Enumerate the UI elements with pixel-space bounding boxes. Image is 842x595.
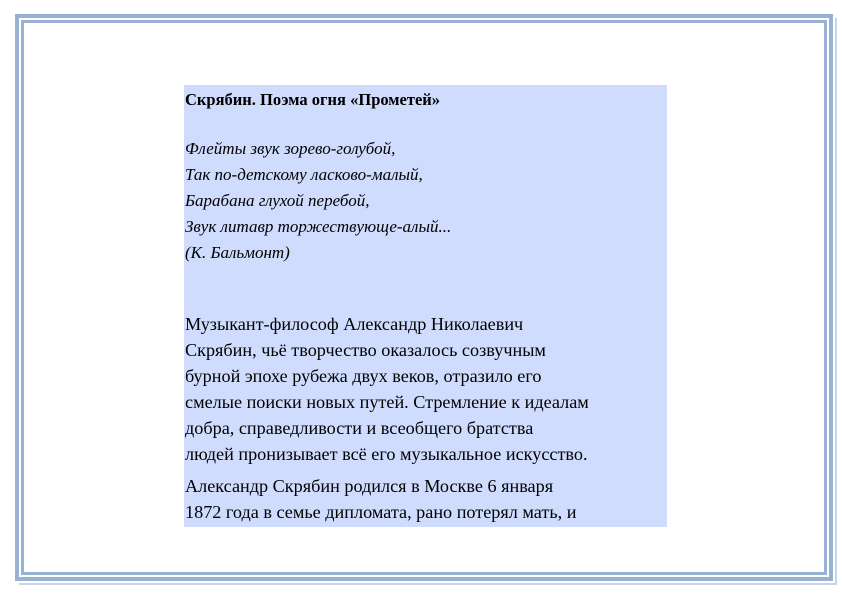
poem-line: Барабана глухой перебой, xyxy=(185,191,370,210)
poem-line: Так по-детскому ласково-малый, xyxy=(185,165,423,184)
paragraph-line: добра, справедливости и всеобщего братства xyxy=(185,418,534,438)
paragraph-line: Александр Скрябин родился в Москве 6 января xyxy=(185,476,554,496)
paragraph-line: 1872 года в семье дипломата, рано потерял мать, и xyxy=(185,502,577,522)
paragraph-line: Музыкант-философ Александр Николаевич xyxy=(185,314,524,334)
poem-line: Звук литавр торжествующе-алый... xyxy=(185,217,452,236)
poem-epigraph xyxy=(185,136,667,266)
paragraph-line: людей пронизывает всё его музыкальное искусство. xyxy=(185,444,588,464)
slide-title: Скрябин. Поэма огня «Прометей» xyxy=(185,90,441,109)
paragraph-line: Скрябин, чьё творчество оказалось созвучным xyxy=(185,340,546,360)
paragraph-intro xyxy=(185,311,667,467)
paragraph-line: смелые поиски новых путей. Стремление к идеалам xyxy=(185,392,589,412)
text-box xyxy=(184,85,667,527)
poem-attribution: (К. Бальмонт) xyxy=(185,243,290,262)
paragraph-biography xyxy=(185,473,667,525)
poem-line: Флейты звук зорево-голубой, xyxy=(185,139,396,158)
paragraph-line: бурной эпохе рубежа двух веков, отразило его xyxy=(185,366,542,386)
